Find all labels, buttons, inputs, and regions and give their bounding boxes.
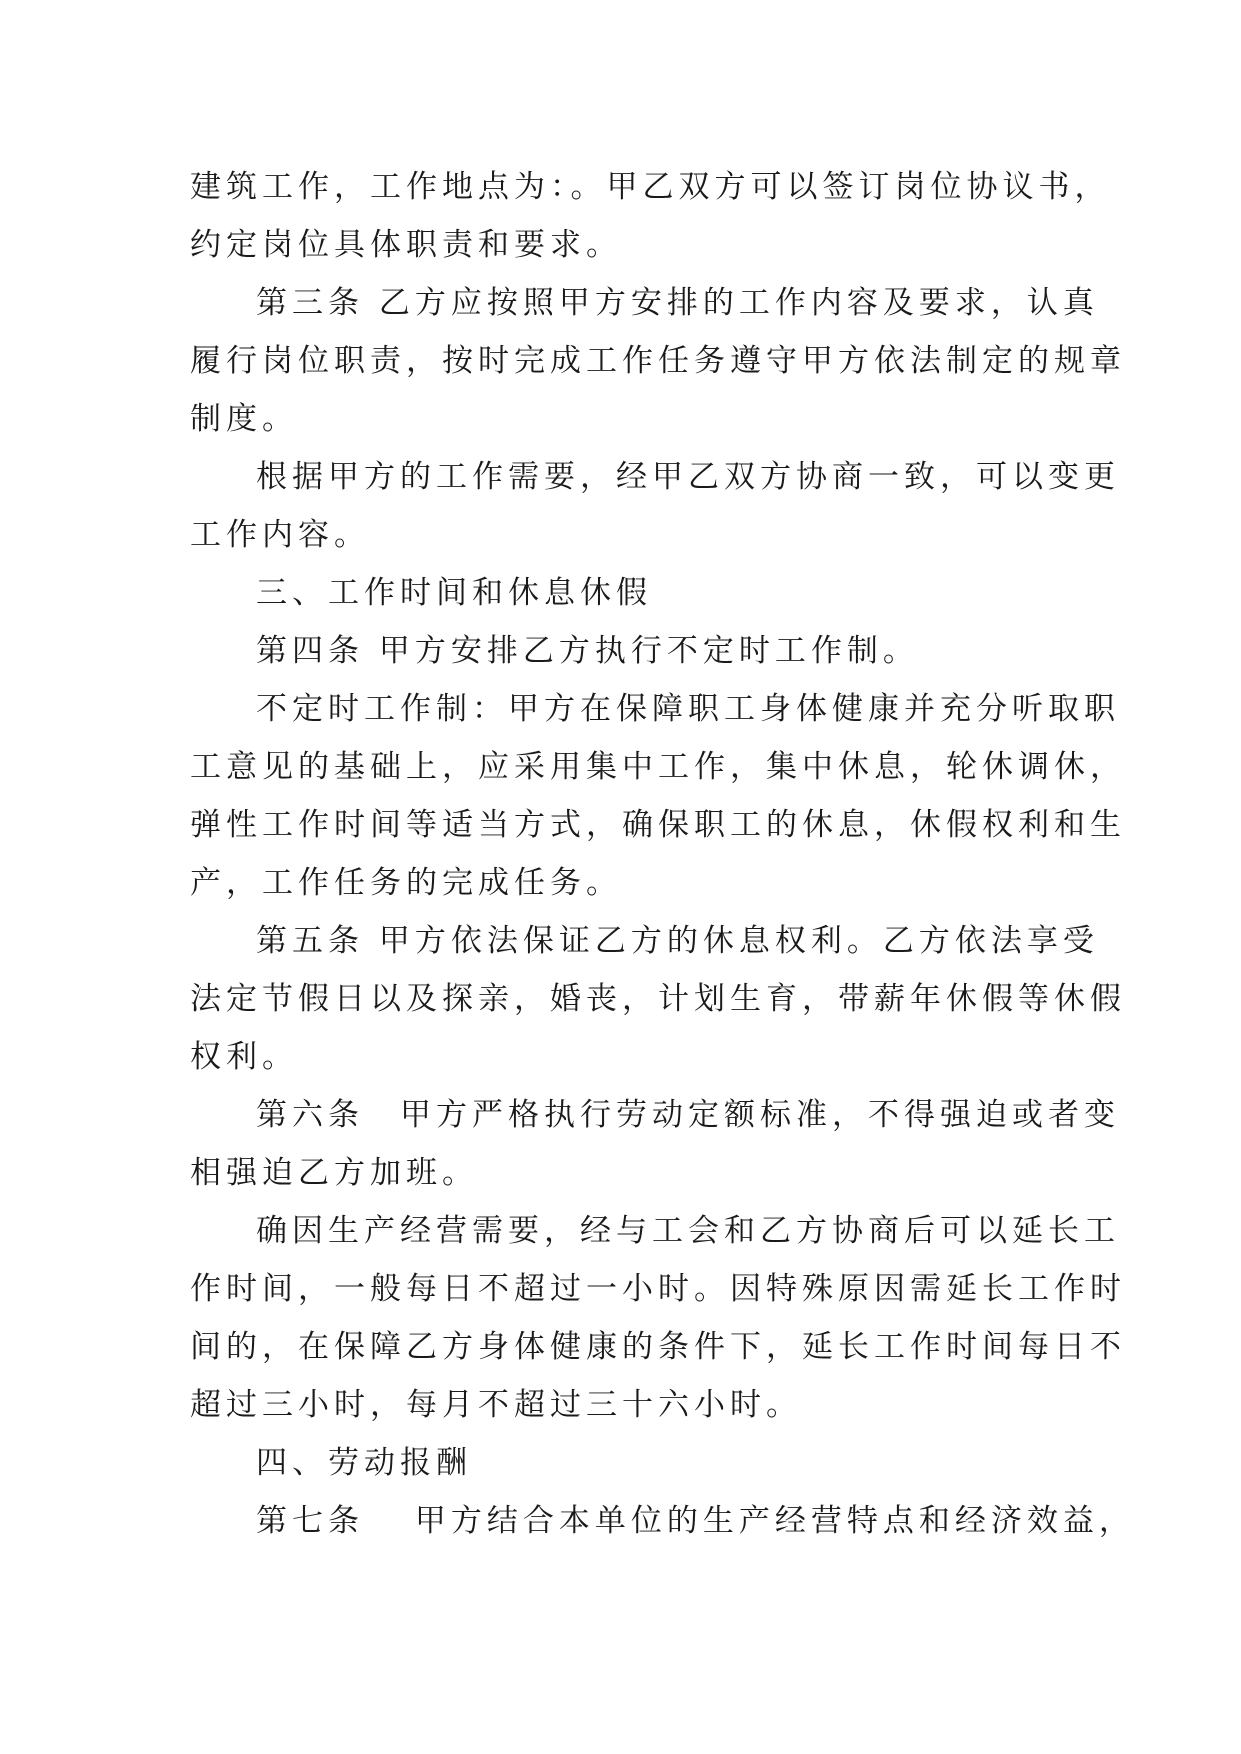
contract-body-text <box>190 158 1135 1550</box>
article-3-line: 第三条 乙方应按照甲方安排的工作内容及要求，认真 <box>256 285 1099 321</box>
text-line: 制度。 <box>190 401 298 437</box>
paragraph-line: 不定时工作制：甲方在保障职工身体健康并充分听取职 <box>256 691 1120 727</box>
text-line: 间的，在保障乙方身体健康的条件下，延长工作时间每日不 <box>190 1329 1126 1365</box>
article-6-line: 第六条 甲方严格执行劳动定额标准，不得强迫或者变 <box>256 1097 1120 1133</box>
article-5-line: 第五条 甲方依法保证乙方的休息权利。乙方依法享受 <box>256 923 1099 959</box>
text-line: 建筑工作，工作地点为：。甲乙双方可以签订岗位协议书， <box>190 169 1111 205</box>
article-4-line: 第四条 甲方安排乙方执行不定时工作制。 <box>256 633 919 669</box>
text-line: 产，工作任务的完成任务。 <box>190 865 622 901</box>
text-line: 相强迫乙方加班。 <box>190 1155 478 1191</box>
paragraph-line: 确因生产经营需要，经与工会和乙方协商后可以延长工 <box>256 1213 1120 1249</box>
section-heading-remuneration: 四、劳动报酬 <box>256 1445 472 1481</box>
text-line: 权利。 <box>190 1039 298 1075</box>
text-line: 超过三小时，每月不超过三十六小时。 <box>190 1387 802 1423</box>
section-heading-work-hours: 三、工作时间和休息休假 <box>256 575 652 611</box>
text-line: 工意见的基础上，应采用集中工作，集中休息，轮休调休， <box>190 749 1126 785</box>
text-line: 履行岗位职责，按时完成工作任务遵守甲方依法制定的规章 <box>190 343 1126 379</box>
text-line: 工作内容。 <box>190 517 370 553</box>
article-7-line: 第七条 甲方结合本单位的生产经营特点和经济效益， <box>256 1503 1135 1539</box>
text-line: 约定岗位具体职责和要求。 <box>190 227 622 263</box>
text-line: 弹性工作时间等适当方式，确保职工的休息，休假权利和生 <box>190 807 1126 843</box>
text-line: 法定节假日以及探亲，婚丧，计划生育，带薪年休假等休假 <box>190 981 1126 1017</box>
text-line: 作时间，一般每日不超过一小时。因特殊原因需延长工作时 <box>190 1271 1126 1307</box>
paragraph-line: 根据甲方的工作需要，经甲乙双方协商一致，可以变更 <box>256 459 1120 495</box>
